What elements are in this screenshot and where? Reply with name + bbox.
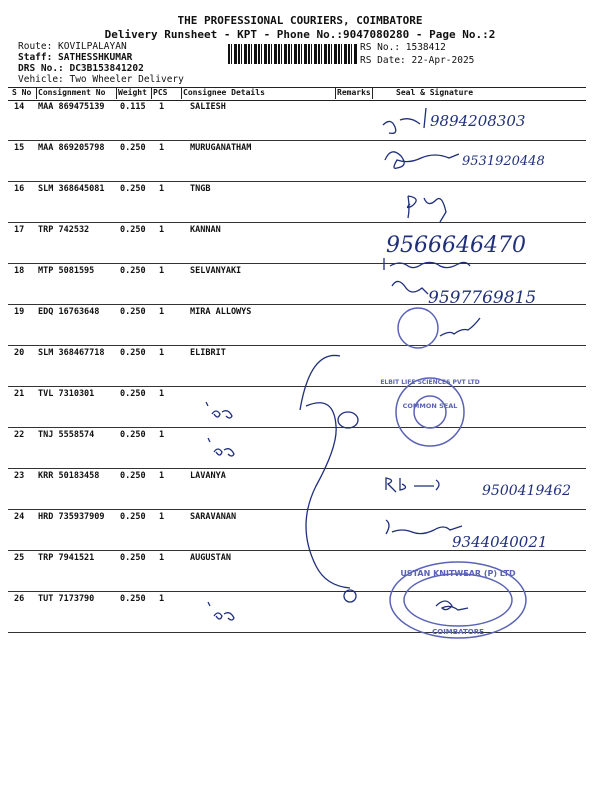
cell-consignee: ELIBRIT	[190, 348, 226, 358]
cell-pcs: 1	[159, 348, 165, 358]
cell-sno: 25	[14, 553, 25, 563]
cell-sno: 26	[14, 594, 25, 604]
signature-23	[386, 478, 439, 492]
rs-number: RS No.: 1538412	[360, 42, 446, 53]
signature-19	[392, 281, 428, 294]
elbit-stamp-name: ELBIT LIFE SCIENCES PVT LTD	[380, 379, 480, 386]
cell-consignment: SLM 368467718	[38, 348, 105, 358]
cell-consignment: TRP 7941521	[38, 553, 95, 563]
cell-sno: 18	[14, 266, 25, 276]
cell-weight: 0.250	[120, 553, 146, 563]
cell-sno: 19	[14, 307, 25, 317]
signature-18	[384, 258, 470, 270]
cell-sno: 15	[14, 143, 25, 153]
elbit-stamp	[396, 378, 464, 446]
cell-weight: 0.250	[120, 430, 146, 440]
cell-consignment: TRP 742532	[38, 225, 90, 235]
cell-weight: 0.250	[120, 225, 146, 235]
cell-sno: 24	[14, 512, 25, 522]
cell-consignee: SALIESH	[190, 102, 226, 112]
col-weight: Weight	[118, 88, 147, 97]
cell-pcs: 1	[159, 430, 165, 440]
cell-pcs: 1	[159, 389, 165, 399]
cell-weight: 0.250	[120, 471, 146, 481]
cell-weight: 0.250	[120, 594, 146, 604]
cell-pcs: 1	[159, 553, 165, 563]
signature-26	[208, 602, 234, 620]
cell-consignee: KANNAN	[190, 225, 221, 235]
signature-phone-17: 9566646470	[386, 233, 526, 258]
signature-22	[208, 438, 234, 456]
cell-pcs: 1	[159, 594, 165, 604]
signature-16	[407, 196, 446, 222]
remark-mark-21	[338, 412, 358, 428]
cell-consignment: MAA 869205798	[38, 143, 105, 153]
cell-sno: 22	[14, 430, 25, 440]
cell-pcs: 1	[159, 143, 165, 153]
cell-consignee: MURUGANATHAM	[190, 143, 252, 153]
cell-consignment: TNJ 5558574	[38, 430, 95, 440]
remark-mark-26	[344, 590, 356, 602]
cell-consignee: LAVANYA	[190, 471, 226, 481]
pen-stroke-bracket	[306, 403, 350, 588]
cell-weight: 0.250	[120, 184, 146, 194]
cell-weight: 0.115	[120, 102, 146, 112]
signature-24	[386, 520, 462, 534]
cell-consignment: MAA 869475139	[38, 102, 105, 112]
signature-phone-15: 9531920448	[462, 154, 545, 169]
col-pcs: PCS	[153, 88, 168, 97]
staff: Staff: SATHESSHKUMAR	[18, 52, 133, 63]
cell-sno: 20	[14, 348, 25, 358]
cell-sno: 14	[14, 102, 25, 112]
cell-pcs: 1	[159, 102, 165, 112]
cell-consignee: AUGUSTAN	[190, 553, 231, 563]
cell-consignee: MIRA ALLOWYS	[190, 307, 252, 317]
cell-weight: 0.250	[120, 348, 146, 358]
document-title: THE PROFESSIONAL COURIERS, COIMBATORE	[177, 14, 423, 27]
cell-consignment: MTP 5081595	[38, 266, 95, 276]
signature-19b	[440, 318, 480, 336]
cell-pcs: 1	[159, 184, 165, 194]
signature-15	[385, 152, 459, 169]
cell-consignment: TVL 7310301	[38, 389, 95, 399]
cell-pcs: 1	[159, 266, 165, 276]
cell-pcs: 1	[159, 471, 165, 481]
cell-sno: 21	[14, 389, 25, 399]
cell-consignment: EDQ 16763648	[38, 307, 100, 317]
elbit-stamp-center: COMMON SEAL	[402, 402, 458, 410]
cell-consignment: HRD 735937909	[38, 512, 105, 522]
cell-pcs: 1	[159, 225, 165, 235]
cell-pcs: 1	[159, 512, 165, 522]
cell-sno: 17	[14, 225, 25, 235]
signature-phone-19: 9597769815	[428, 288, 537, 308]
signature-phone-23: 9500419462	[482, 483, 572, 499]
signature-21	[206, 402, 232, 418]
col-sno: S No	[12, 88, 32, 97]
cell-weight: 0.250	[120, 389, 146, 399]
col-remarks: Remarks	[337, 88, 371, 97]
rs-date: RS Date: 22-Apr-2025	[360, 55, 475, 66]
cell-sno: 23	[14, 471, 25, 481]
cell-weight: 0.250	[120, 512, 146, 522]
col-consignment: Consignment No	[38, 88, 106, 97]
col-signature: Seal & Signature	[396, 88, 474, 97]
cell-weight: 0.250	[120, 307, 146, 317]
cell-sno: 16	[14, 184, 25, 194]
ustan-stamp-name: USTAN KNITWEAR (P) LTD	[400, 569, 516, 578]
drs-number: DRS No.: DC3B153841202	[18, 63, 144, 74]
col-consignee: Consignee Details	[183, 88, 265, 97]
route: Route: KOVILPALAYAN	[18, 41, 127, 52]
cell-consignment: KRR 50183458	[38, 471, 100, 481]
cell-consignment: TUT 7173790	[38, 594, 95, 604]
cell-consignee: SELVANYAKI	[190, 266, 242, 276]
vehicle: Vehicle: Two Wheeler Delivery	[18, 74, 184, 85]
pen-stroke-20	[300, 355, 340, 410]
stamp-19	[398, 308, 438, 348]
cell-consignee: SARAVANAN	[190, 512, 237, 522]
signature-phone-14: 9894208303	[430, 112, 526, 130]
cell-pcs: 1	[159, 307, 165, 317]
runsheet-subtitle: Delivery Runsheet - KPT - Phone No.:9047080280 - Page No.:2	[104, 28, 496, 41]
signature-25	[436, 601, 468, 610]
cell-consignee: TNGB	[190, 184, 211, 194]
cell-weight: 0.250	[120, 143, 146, 153]
cell-consignment: SLM 368645081	[38, 184, 105, 194]
signature-phone-24: 9344040021	[452, 533, 548, 551]
ustan-stamp-city: COIMBATORE	[432, 628, 484, 636]
cell-weight: 0.250	[120, 266, 146, 276]
signature-14	[383, 108, 426, 133]
